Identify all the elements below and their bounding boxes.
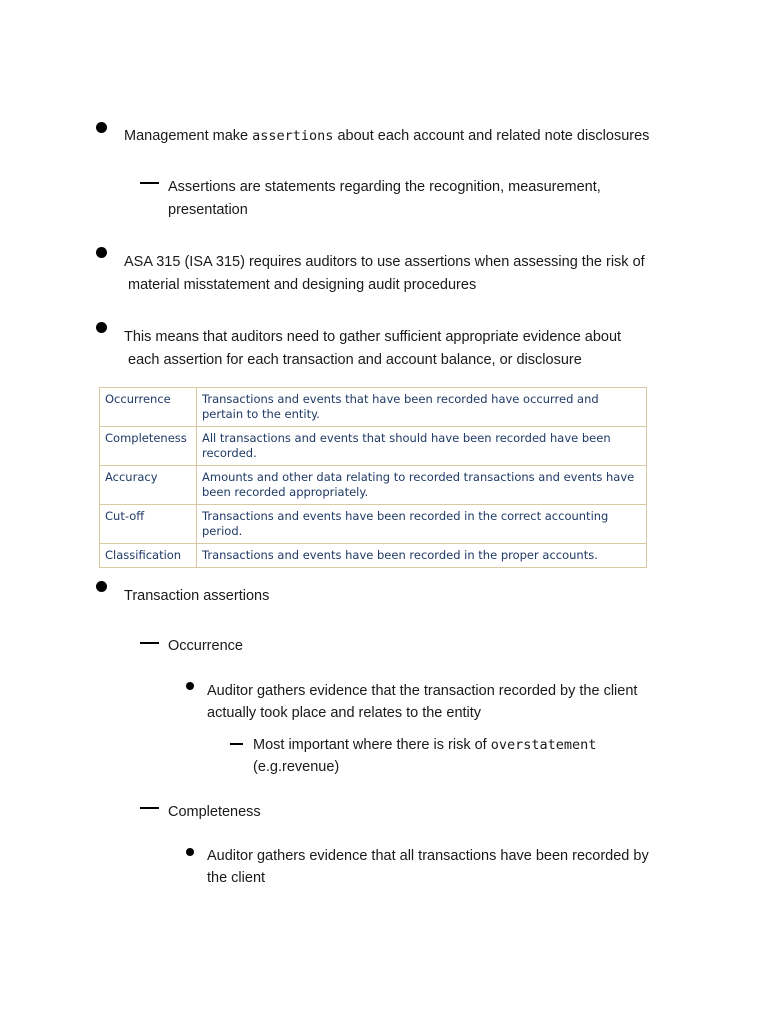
assertions-table <box>99 387 647 568</box>
table-term: Accuracy <box>100 466 197 505</box>
dash-bullet-icon <box>140 182 159 184</box>
completeness-point-line1: Auditor gathers evidence that all transactions have been recorded by <box>207 848 649 864</box>
bullet-evidence-line2: each assertion for each transaction and account balance, or disclosure <box>128 352 582 368</box>
table-definition: Amounts and other data relating to recorded transactions and events have been recorded appropriately. <box>197 466 647 505</box>
sub-text: Most important where there is risk of <box>253 737 491 753</box>
dash-bullet-icon <box>140 807 159 809</box>
table-term: Cut-off <box>100 505 197 544</box>
table-row <box>100 427 647 466</box>
table-term: Occurrence <box>100 388 197 427</box>
bullet-dot-icon <box>96 581 107 592</box>
occurrence-sub-line2: (e.g.revenue) <box>253 759 340 775</box>
bullet-dot-icon <box>96 322 107 333</box>
bullet-dot-icon <box>186 682 194 690</box>
sub-assertions-statements-line2: presentation <box>168 202 248 218</box>
table-term: Completeness <box>100 427 197 466</box>
emphasis-assertions: assertions <box>252 128 334 144</box>
occurrence-label: Occurrence <box>168 638 243 654</box>
bullet-dot-icon <box>96 122 107 133</box>
dash-bullet-icon <box>140 642 159 644</box>
table-row <box>100 544 647 568</box>
occurrence-sub-line1 <box>253 734 596 756</box>
transaction-assertions-heading: Transaction assertions <box>124 588 270 604</box>
completeness-point-line2: the client <box>207 870 266 886</box>
sub-assertions-statements-line1: Assertions are statements regarding the recognition, measurement, <box>168 179 601 195</box>
bullet-management-assertions <box>124 125 649 147</box>
emphasis-overstatement: overstatement <box>490 737 597 753</box>
bullet-text: about each account and related note disclosures <box>333 128 650 144</box>
table-row <box>100 466 647 505</box>
bullet-text: Management make <box>124 128 253 144</box>
occurrence-point-line1: Auditor gathers evidence that the transaction recorded by the client <box>207 683 638 699</box>
table-term: Classification <box>100 544 197 568</box>
table-definition: Transactions and events have been recorded in the correct accounting period. <box>197 505 647 544</box>
completeness-label: Completeness <box>168 804 261 820</box>
bullet-evidence-line1: This means that auditors need to gather sufficient appropriate evidence about <box>124 329 622 345</box>
bullet-asa315-line1: ASA 315 (ISA 315) requires auditors to use assertions when assessing the risk of <box>124 254 645 270</box>
bullet-dot-icon <box>96 247 107 258</box>
dash-bullet-icon <box>230 743 243 745</box>
bullet-asa315-line2: material misstatement and designing audit procedures <box>128 277 477 293</box>
occurrence-point-line2: actually took place and relates to the entity <box>207 705 482 721</box>
bullet-dot-icon <box>186 848 194 856</box>
table-row <box>100 505 647 544</box>
table-definition: All transactions and events that should have been recorded have been recorded. <box>197 427 647 466</box>
table-definition: Transactions and events have been recorded in the proper accounts. <box>197 544 647 568</box>
table-row <box>100 388 647 427</box>
table-definition: Transactions and events that have been recorded have occurred and pertain to the entity. <box>197 388 647 427</box>
